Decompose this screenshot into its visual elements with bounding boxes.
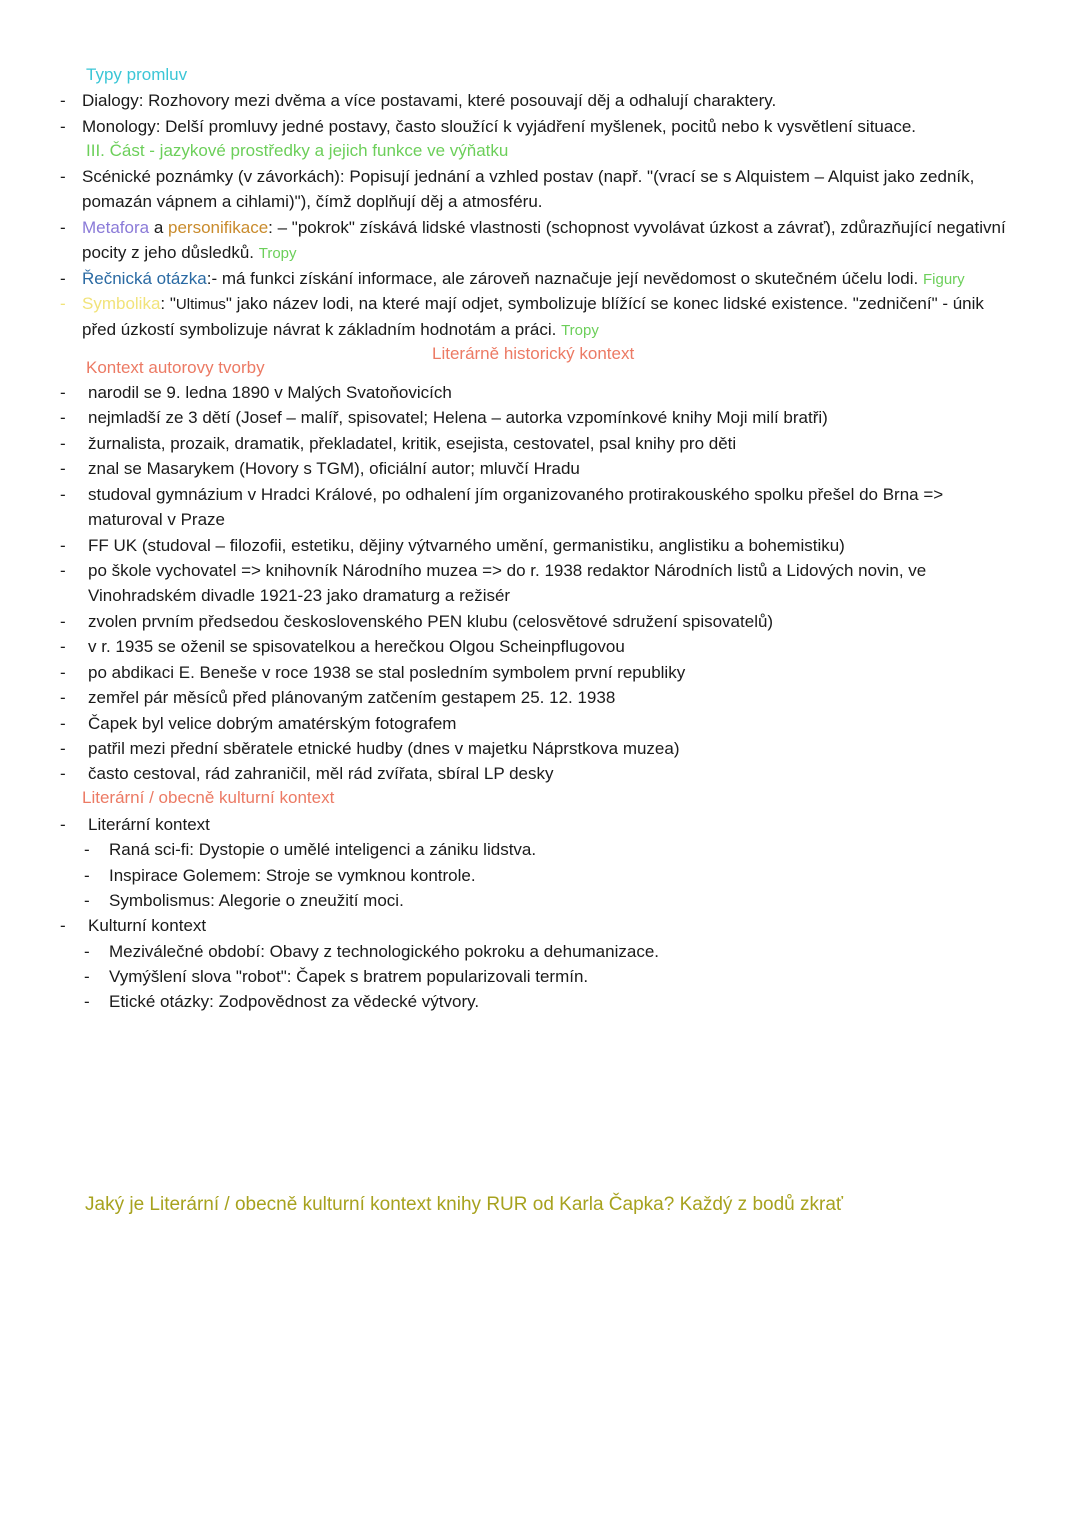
bullet-dash: - <box>60 663 66 682</box>
list-item-text: zvolen prvním předsedou československého PEN klubu (celosvětové sdružení spisovatelů) <box>88 612 774 631</box>
heading-kulturni-kontext: Literární / obecně kulturní kontext <box>82 788 335 807</box>
list-item <box>60 609 1020 634</box>
list-item-text: žurnalista, prozaik, dramatik, překladatel, kritik, esejista, cestovatel, psal knihy pro děti <box>88 434 737 453</box>
list-item-recnicka-otazka <box>60 266 1020 292</box>
list-item <box>60 164 1020 215</box>
list-item-literarni-kontext <box>60 812 1020 837</box>
list-item-text: Meziválečné období: Obavy z technologického pokroku a dehumanizace. <box>109 942 660 961</box>
bullet-dash: - <box>60 218 66 237</box>
list-item-text: nejmladší ze 3 dětí (Josef – malíř, spisovatel; Helena – autorka vzpomínkové knihy Moji milí bratři) <box>88 408 828 427</box>
bullet-dash: - <box>60 714 66 733</box>
bullet-dash: - <box>60 916 66 935</box>
list-item-text: po abdikaci E. Beneše v roce 1938 se stal posledním symbolem první republiky <box>88 663 686 682</box>
list-item-text <box>82 291 1020 344</box>
description-start: : " <box>160 294 176 313</box>
list-item <box>60 114 1020 139</box>
list-item <box>60 711 1020 736</box>
list-item-text: Etické otázky: Zodpovědnost za vědecké výtvory. <box>109 992 480 1011</box>
bullet-dash: - <box>60 739 66 758</box>
bullet-dash: - <box>60 485 66 504</box>
list-item-text: Scénické poznámky (v závorkách): Popisují jednání a vzhled postav (např. "(vrací se s Alquistem – Alquist jako zedník, pomazán vápnem a cihlami)"), čímž doplňují děj a atmosféru. <box>82 167 975 212</box>
description: :- má funkci získání informace, ale zároveň naznačuje její nevědomost o skutečném účelu lodi. <box>206 269 919 288</box>
bullet-dash: - <box>60 764 66 783</box>
list-item-text <box>82 215 1020 267</box>
prompt-question: Jaký je Literární / obecně kulturní kontext knihy RUR od Karla Čapka? Každý z bodů zkrať <box>85 1194 844 1215</box>
list-item-text: patřil mezi přední sběratele etnické hudby (dnes v majetku Náprstkova muzea) <box>88 739 680 758</box>
sub-list-item <box>84 888 1004 913</box>
list-item <box>60 482 1020 533</box>
list-item-text: Literární kontext <box>88 815 210 834</box>
list-item-text: Inspirace Golemem: Stroje se vymknou kontrole. <box>109 866 476 885</box>
heading-literarne-historicky-kontext: Literárně historický kontext <box>432 344 635 363</box>
list-item <box>60 761 1020 786</box>
list-item <box>60 405 1020 430</box>
sub-list-item <box>84 964 1004 989</box>
list-item-metafora <box>60 215 1020 267</box>
list-item-text: často cestoval, rád zahraničil, měl rád zvířata, sbíral LP desky <box>88 764 554 783</box>
bullet-dash: - <box>60 167 66 186</box>
bullet-dash: - <box>60 91 66 110</box>
list-item-symbolika <box>60 291 1020 344</box>
list-item-text: studoval gymnázium v Hradci Králové, po odhalení jím organizovaného protirakouského spolku přešel do Brna => maturoval v Praze <box>88 485 944 530</box>
bullet-dash: - <box>60 815 66 834</box>
tag-tropy: Tropy <box>258 245 297 263</box>
list-item-text: v r. 1935 se oženil se spisovatelkou a herečkou Olgou Scheinpflugovou <box>88 637 625 656</box>
bullet-dash: - <box>60 117 66 136</box>
list-item <box>60 660 1020 685</box>
list-item <box>60 431 1020 456</box>
list-item-text: Symbolismus: Alegorie o zneužití moci. <box>109 891 404 910</box>
bullet-dash: - <box>84 891 90 910</box>
list-item-text: Čapek byl velice dobrým amatérským fotografem <box>88 714 457 733</box>
bullet-dash: - <box>60 536 66 555</box>
list-item <box>60 380 1020 405</box>
bullet-dash: - <box>84 942 90 961</box>
list-item-text: Monology: Delší promluvy jedné postavy, často sloužící k vyjádření myšlenek, pocitů nebo k vysvětlení situace. <box>82 117 917 136</box>
list-item-text: po škole vychovatel => knihovník Národního muzea => do r. 1938 redaktor Národních listů a Lidových novin, ve Vinohradském divadle 1921-23 jako dramaturg a režisér <box>88 561 927 606</box>
sub-list-item <box>84 989 1004 1014</box>
bullet-dash: - <box>60 434 66 453</box>
sub-list-item <box>84 863 1004 888</box>
bullet-dash: - <box>60 612 66 631</box>
term-personifikace: personifikace <box>168 218 269 237</box>
description: " jako název lodi, na které mají odjet, symbolizuje blížící se konec lidské existence. "zedničení" - únik před úzkostí symbolizuje návrat k základním hodnotám a práci. <box>82 294 984 340</box>
list-item-text: znal se Masarykem (Hovory s TGM), oficiální autor; mluvčí Hradu <box>88 459 580 478</box>
list-item-kulturni-kontext <box>60 913 1020 938</box>
tag-figury: Figury <box>923 271 965 288</box>
conjunction: a <box>149 218 168 237</box>
bullet-dash: - <box>84 840 90 859</box>
bullet-dash: - <box>60 561 66 580</box>
bullet-dash: - <box>60 459 66 478</box>
list-item-text: Kulturní kontext <box>88 916 207 935</box>
bullet-dash: - <box>60 688 66 707</box>
sub-list-item <box>84 837 1004 862</box>
tag-tropy: Tropy <box>561 322 599 340</box>
list-item <box>60 456 1020 481</box>
bullet-dash: - <box>60 637 66 656</box>
term-recnicka-otazka: Řečnická otázka <box>82 269 207 288</box>
list-item-text: zemřel pár měsíců před plánovaným zatčením gestapem 25. 12. 1938 <box>88 688 616 707</box>
heading-typy-promluv: Typy promluv <box>86 65 188 84</box>
list-item <box>60 558 1020 609</box>
sub-list-item <box>84 939 1004 964</box>
heading-kontext-autorovy-tvorby: Kontext autorovy tvorby <box>86 358 265 377</box>
bullet-dash: - <box>60 383 66 402</box>
heading-jazykove-prostredky: III. Část - jazykové prostředky a jejich funkce ve výňatku <box>86 141 509 160</box>
term-metafora: Metafora <box>82 218 150 237</box>
list-item-text: Vymýšlení slova "robot": Čapek s bratrem popularizovali termín. <box>109 967 589 986</box>
list-item-text: FF UK (studoval – filozofii, estetiku, dějiny výtvarného umění, germanistiku, anglistiku a bohemistiku) <box>88 536 845 555</box>
list-item <box>60 533 1020 558</box>
list-item <box>60 685 1020 710</box>
description: : – "pokrok" získává lidské vlastnosti (schopnost vyvolávat úzkost a závrať), zdůrazňující negativní pocity z jeho důsledků. <box>82 218 1006 263</box>
list-item <box>60 736 1020 761</box>
bullet-dash: - <box>84 967 90 986</box>
bullet-dash: - <box>60 408 66 427</box>
list-item <box>60 634 1020 659</box>
list-item-text <box>82 266 1020 292</box>
ship-name: Ultimus <box>175 296 226 313</box>
bullet-dash: - <box>84 992 90 1011</box>
list-item-text: narodil se 9. ledna 1890 v Malých Svatoňovicích <box>88 383 452 402</box>
bullet-dash: - <box>60 294 66 313</box>
list-item <box>60 88 1020 113</box>
bullet-dash: - <box>60 269 66 288</box>
list-item-text: Raná sci-fi: Dystopie o umělé inteligenci a zániku lidstva. <box>109 840 537 859</box>
bullet-dash: - <box>84 866 90 885</box>
term-symbolika: Symbolika <box>82 294 161 313</box>
list-item-text: Dialogy: Rozhovory mezi dvěma a více postavami, které posouvají děj a odhalují charaktery. <box>82 91 777 110</box>
